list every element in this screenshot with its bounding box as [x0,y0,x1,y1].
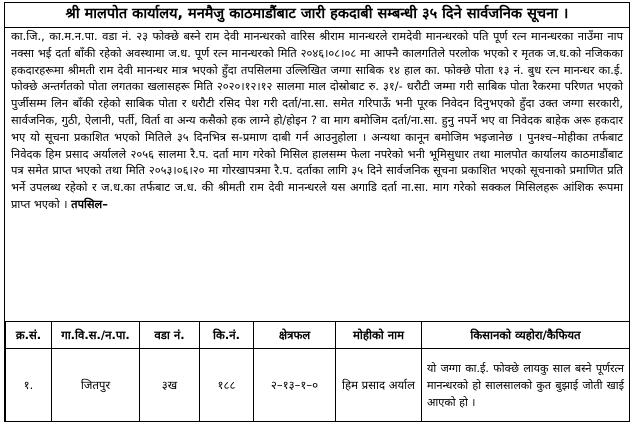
table-row [6,349,630,422]
cell-remarks: यो जग्गा का.ई. फोक्छे लायकु साल बस्ने पूर्णरत्न मानन्धरको हो सालसालको कुत बुझाई जोती खाई आएको हो । [422,349,630,422]
cell-vdc: जितपुर [52,349,140,422]
tapsil-label: तपसिल– [71,197,108,211]
header-plot-no: कि.नं. [200,322,254,349]
notice-body-text: का.जि., का.म.न.पा. वडा नं. २३ फोक्छे बस्ने राम देवी मानन्धरको वारिस श्रीराम मानन्धरले रामदेवी मानन्धरको पति पूर्ण रत्न मानन्धरका नाउँमा नाप नक्सा भई दर्ता बाँकी रहेको अवस्थामा ज.ध. पूर्ण रत्न मानन्धरको मिति २०४६।०८।०८ मा आफ्नै कालगतिले परलोक भएको र मृतक ज.ध.को नजिकका हकदारहरूमा श्रीमती राम देवी मानन्धर मात्र भएको हुँदा तपसिलमा उल्लिखित जग्गा साबिक १४ हाल का. फोक्छे पोता १३ नं. बुध रत्न मानन्धर का.ई. फोक्छे अन्तर्गतको पोता लगतका खलासहरू मिति २०२०।१२।१२ सालमा माल दोस्रोबाट रु. ३१/- धरौटी जम्मा गरी साबिक पोता रैकरमा परिणत भएको पुर्जीसम्म लिन बाँकी रहेको साबिक पोता र धरौटी रसिद पेश गरी दर्ता/ना.सा. समेत गरिपाऊँ भनी पूरक निवेदन दिनुभएको हुँदा उक्त जग्गा सरकारी, सार्वजनिक, गुठी, ऐलानी, पर्ती, विर्ता वा अन्य कसैको हक लाग्ने हो/होइन ? वा माग बमोजिम दर्ता/ना.सा. हुनु नपर्ने भए वा निवेदक बाहेक अरू हकदार भए यो सूचना प्रकाशित भएको मितिले ३५ दिनभित्र स-प्रमाण दाबी गर्न आउनुहोला । अन्यथा कानून बमोजिम भइजानेछ । पुनश्च–मोहीका तर्फबाट निवेदक हिम प्रसाद अर्यालले २०५६ सालमा रै.प. दर्ता माग गरेको मिसिल हालसम्म फेला नपरेको भनी भूमिसुधार तथा मालपोत कार्यालय काठमाडौंबाट पत्र समेत प्राप्त भएको तथा मिति २०५३।०६।२० मा गोरखापत्रमा रै.प. दर्ताका लागि ३५ दिने सार्वजनिक सूचना प्रकाशित भएको सूचनाको प्रमाणित प्रति भर्ने उपलब्ध रहेको र ज.ध.का तर्फबाट ज.ध. की श्रीमती राम देवी मानन्धरले यस अगाडि दर्ता ना.सा. माग गरेको सक्कल मिसिलहरू आंशिक रूपमा प्राप्त भएको । [11,30,623,211]
header-tenant-name: मोहीको नाम [336,322,422,349]
header-remarks: किसानको व्यहोरा/कैफियत [422,322,630,349]
cell-serial: १. [6,349,52,422]
notice-body [5,28,629,320]
header-ward: वडा नं. [140,322,200,349]
tapsil-table [5,321,630,422]
notice-title: श्री मालपोत कार्यालय, मनमैजु काठमाडौंबाट जारी हकदाबी सम्बन्धी ३५ दिने सार्वजनिक सूचना । [5,3,629,28]
header-area: क्षेत्रफल [254,322,336,349]
header-vdc: गा.वि.स./न.पा. [52,322,140,349]
header-serial: क्र.सं. [6,322,52,349]
cell-plot-no: १८८ [200,349,254,422]
table-header-row [6,322,630,349]
cell-tenant-name: हिम प्रसाद अर्याल [336,349,422,422]
cell-ward: ३ख [140,349,200,422]
cell-area: २–१३–१–० [254,349,336,422]
public-notice [4,2,630,422]
